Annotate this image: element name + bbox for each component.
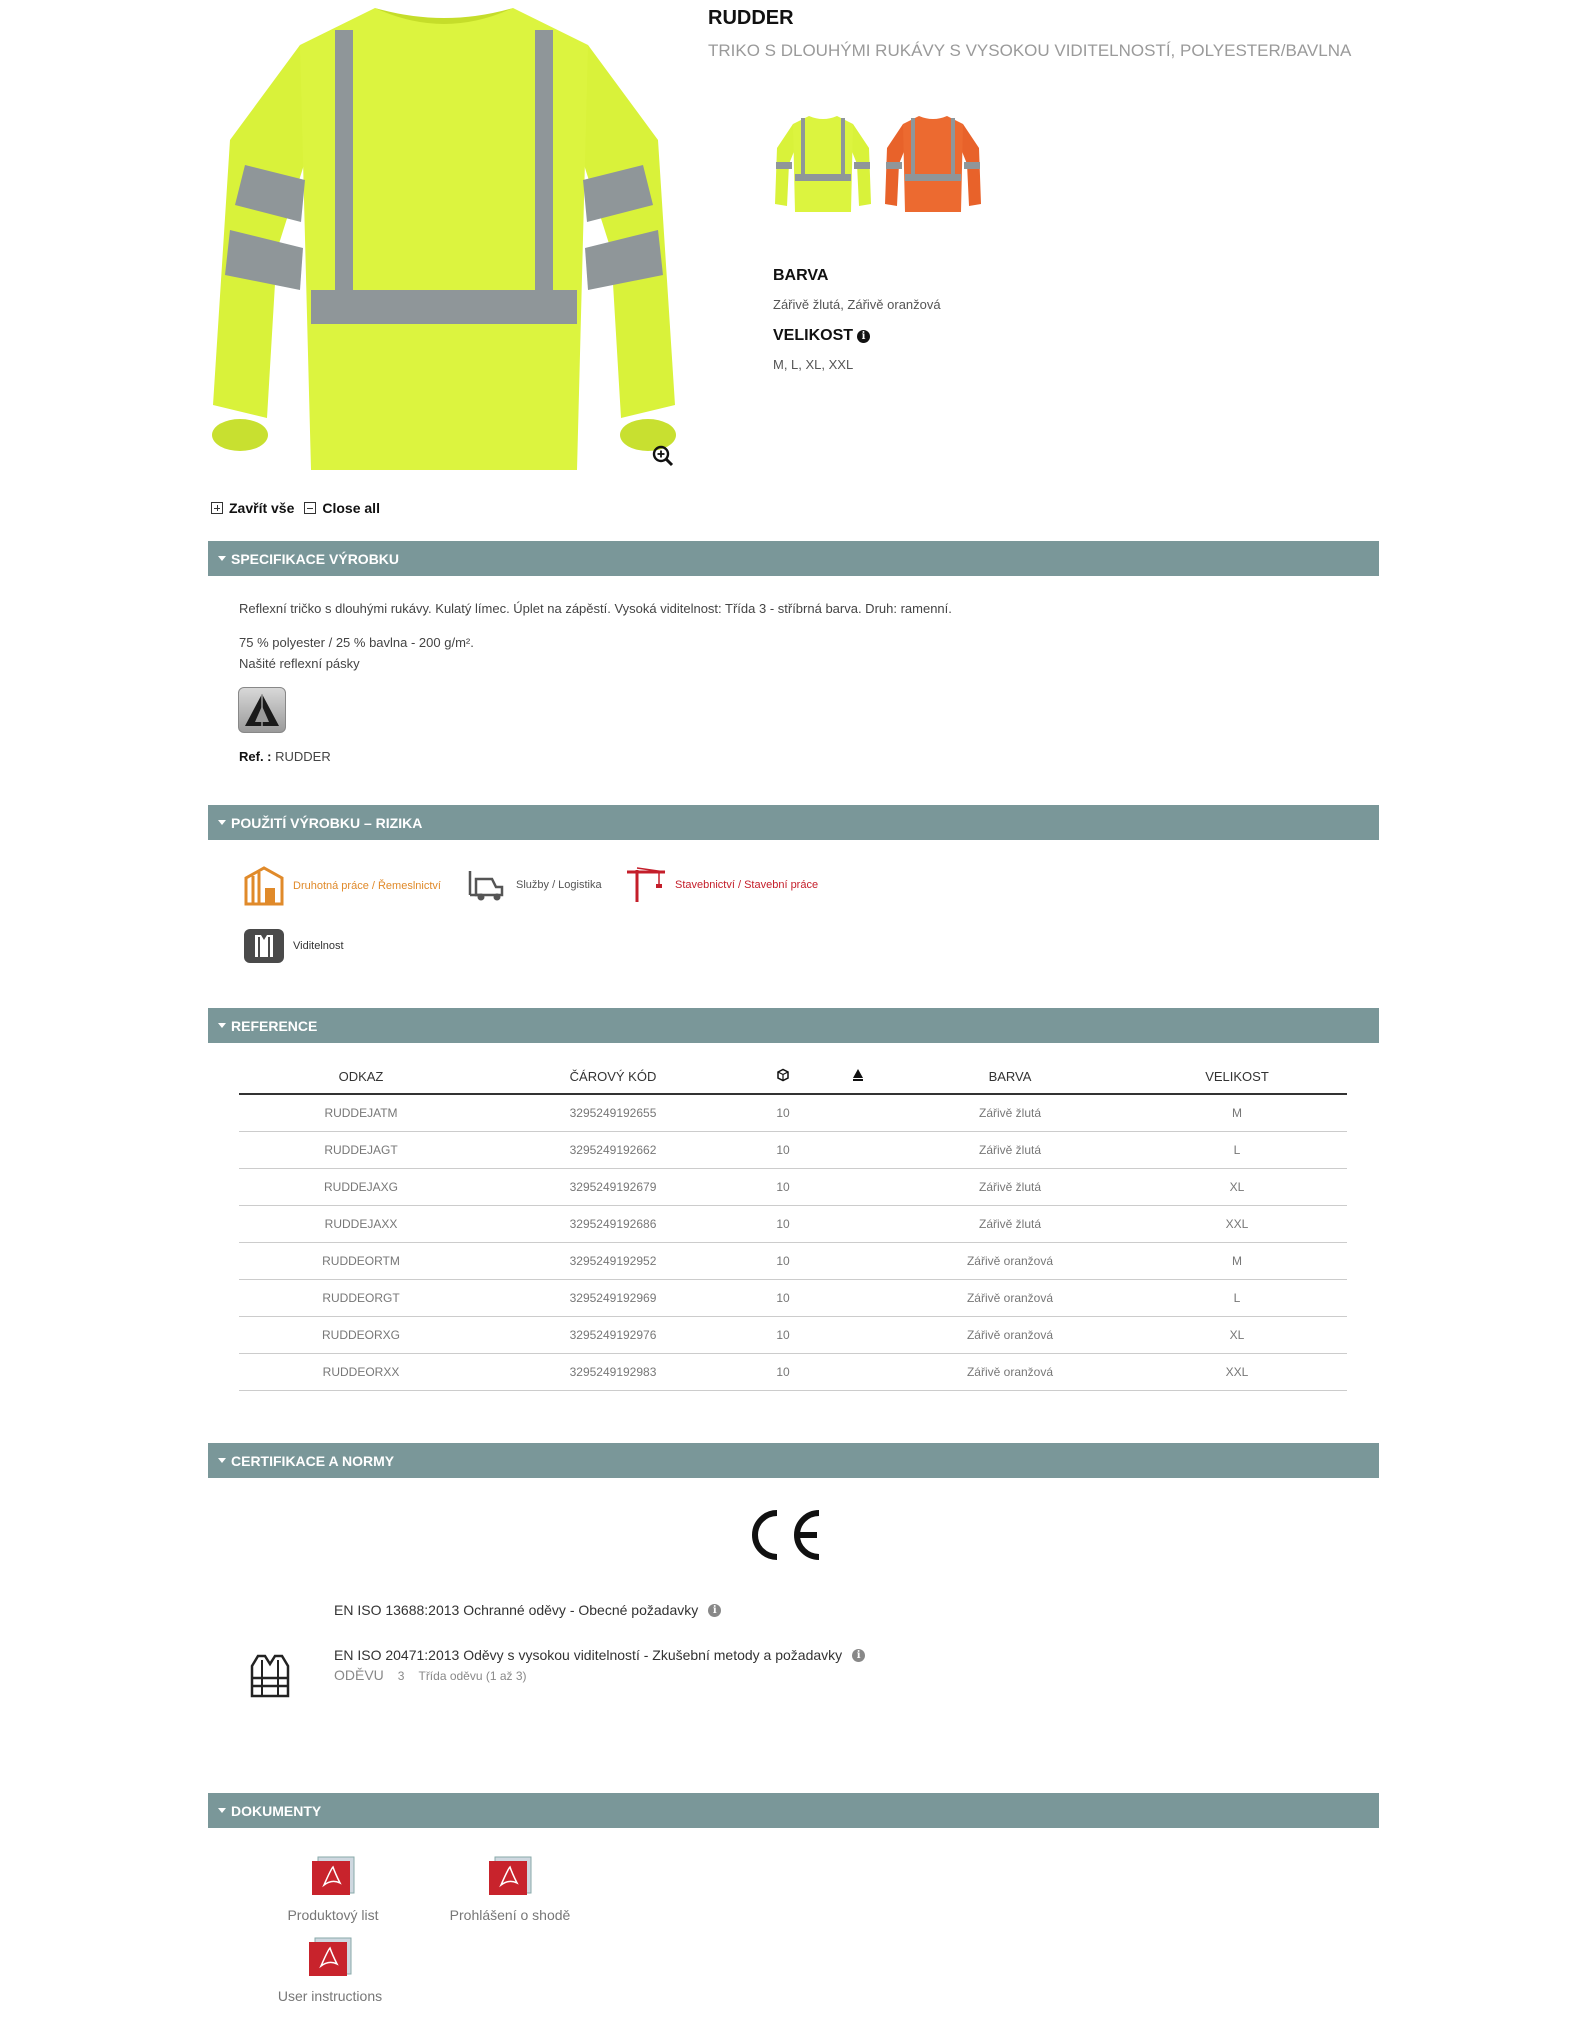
col-velikost: VELIKOST (1127, 1060, 1347, 1094)
section-spec-header[interactable]: SPECIFIKACE VÝROBKU (208, 541, 1379, 576)
risk-logistics[interactable]: Služby / Logistika (466, 869, 602, 901)
crane-icon (625, 866, 667, 904)
col-box (743, 1060, 823, 1094)
table-row: RUDDEJAGT 3295249192662 10 Zářivě žlutá L (239, 1131, 1347, 1168)
caret-down-icon (218, 1458, 226, 1463)
norm1-info-icon[interactable]: i (708, 1604, 721, 1617)
caret-down-icon (218, 556, 226, 561)
pdf-icon (310, 1855, 356, 1897)
col-odkaz: ODKAZ (239, 1060, 483, 1094)
size-info-icon[interactable]: i (857, 330, 870, 343)
spec-description: Reflexní tričko s dlouhými rukávy. Kulatý límec. Úplet na zápěstí. Vysoká viditelnost: Třída 3 - stříbrná barva. Druh: ramenní. (239, 601, 952, 616)
reference-table (239, 1060, 1347, 1391)
section-docs-header[interactable]: DOKUMENTY (208, 1793, 1379, 1828)
section-reference-header[interactable]: REFERENCE (208, 1008, 1379, 1043)
doc-product-sheet[interactable]: Produktový list (268, 1855, 398, 1923)
risk-craftsmanship[interactable]: Druhotná práce / Řemeslnictví (243, 866, 441, 906)
table-row: RUDDEJATM 3295249192655 10 Zářivě žlutá M (239, 1094, 1347, 1131)
plus-square-icon (211, 502, 223, 514)
reference-line: Ref. : RUDDER (239, 749, 331, 764)
open-all-toggle[interactable]: Zavřít vše (211, 500, 294, 516)
table-row: RUDDEORXX 3295249192983 10 Zářivě oranžová XXL (239, 1353, 1347, 1390)
pdf-icon (307, 1936, 353, 1978)
section-certs-header[interactable]: CERTIFIKACE A NORMY (208, 1443, 1379, 1478)
size-label: VELIKOST i (773, 327, 870, 345)
hi-vis-garment-icon (248, 1652, 292, 1705)
norm2-info-icon[interactable]: i (852, 1649, 865, 1662)
zoom-in-icon[interactable] (652, 445, 674, 467)
risk-construction[interactable]: Stavebnictví / Stavební práce (625, 866, 818, 904)
craftsmanship-icon (243, 866, 285, 906)
expand-collapse-bar (211, 500, 390, 516)
size-value: M, L, XL, XXL (773, 357, 854, 372)
caret-down-icon (218, 1023, 226, 1028)
doc-user-instructions[interactable]: User instructions (260, 1936, 400, 2004)
table-row: RUDDEORGT 3295249192969 10 Zářivě oranžová L (239, 1279, 1347, 1316)
hi-vis-vest-icon (243, 928, 285, 964)
caret-down-icon (218, 820, 226, 825)
pallet-icon (851, 1068, 865, 1082)
table-row: RUDDEJAXX 3295249192686 10 Zářivě žlutá XXL (239, 1205, 1347, 1242)
pdf-icon (487, 1855, 533, 1897)
col-pallet (823, 1060, 893, 1094)
risk-visibility[interactable]: Viditelnost (243, 928, 344, 964)
col-barva: BARVA (893, 1060, 1127, 1094)
col-barcode: ČÁROVÝ KÓD (483, 1060, 743, 1094)
brand-logo (238, 687, 286, 733)
thumbnail-yellow[interactable] (771, 112, 875, 216)
thumbnail-orange[interactable] (881, 112, 985, 216)
product-title: RUDDER (708, 7, 794, 29)
minus-square-icon (304, 502, 316, 514)
norm-20471: EN ISO 20471:2013 Oděvy s vysokou viditelností - Zkušební metody a požadavky i (334, 1647, 865, 1663)
close-all-toggle[interactable]: Close all (304, 500, 380, 516)
table-row: RUDDEORXG 3295249192976 10 Zářivě oranžová XL (239, 1316, 1347, 1353)
forklift-icon (466, 869, 508, 901)
box-icon (776, 1068, 790, 1082)
caret-down-icon (218, 1808, 226, 1813)
color-label: BARVA (773, 267, 829, 284)
doc-declaration-of-conformity[interactable]: Prohlášení o shodě (440, 1855, 580, 1923)
spec-feature: Našité reflexní pásky (239, 656, 360, 671)
section-usage-header[interactable]: POUŽITÍ VÝROBKU – RIZIKA (208, 805, 1379, 840)
product-subtitle: TRIKO S DLOUHÝMI RUKÁVY S VYSOKOU VIDITELNOSTÍ, POLYESTER/BAVLNA (708, 41, 1352, 60)
table-row: RUDDEJAXG 3295249192679 10 Zářivě žlutá XL (239, 1168, 1347, 1205)
table-header-row (239, 1060, 1347, 1094)
spec-material: 75 % polyester / 25 % bavlna - 200 g/m². (239, 635, 474, 650)
color-value: Zářivě žlutá, Zářivě oranžová (773, 297, 941, 312)
ce-mark-icon (745, 1505, 825, 1570)
norm-class-row: ODĚVU 3 Třída oděvu (1 až 3) (334, 1667, 527, 1683)
table-row: RUDDEORTM 3295249192952 10 Zářivě oranžová M (239, 1242, 1347, 1279)
product-main-image[interactable] (205, 0, 683, 478)
norm-13688: EN ISO 13688:2013 Ochranné oděvy - Obecné požadavky i (334, 1602, 721, 1618)
